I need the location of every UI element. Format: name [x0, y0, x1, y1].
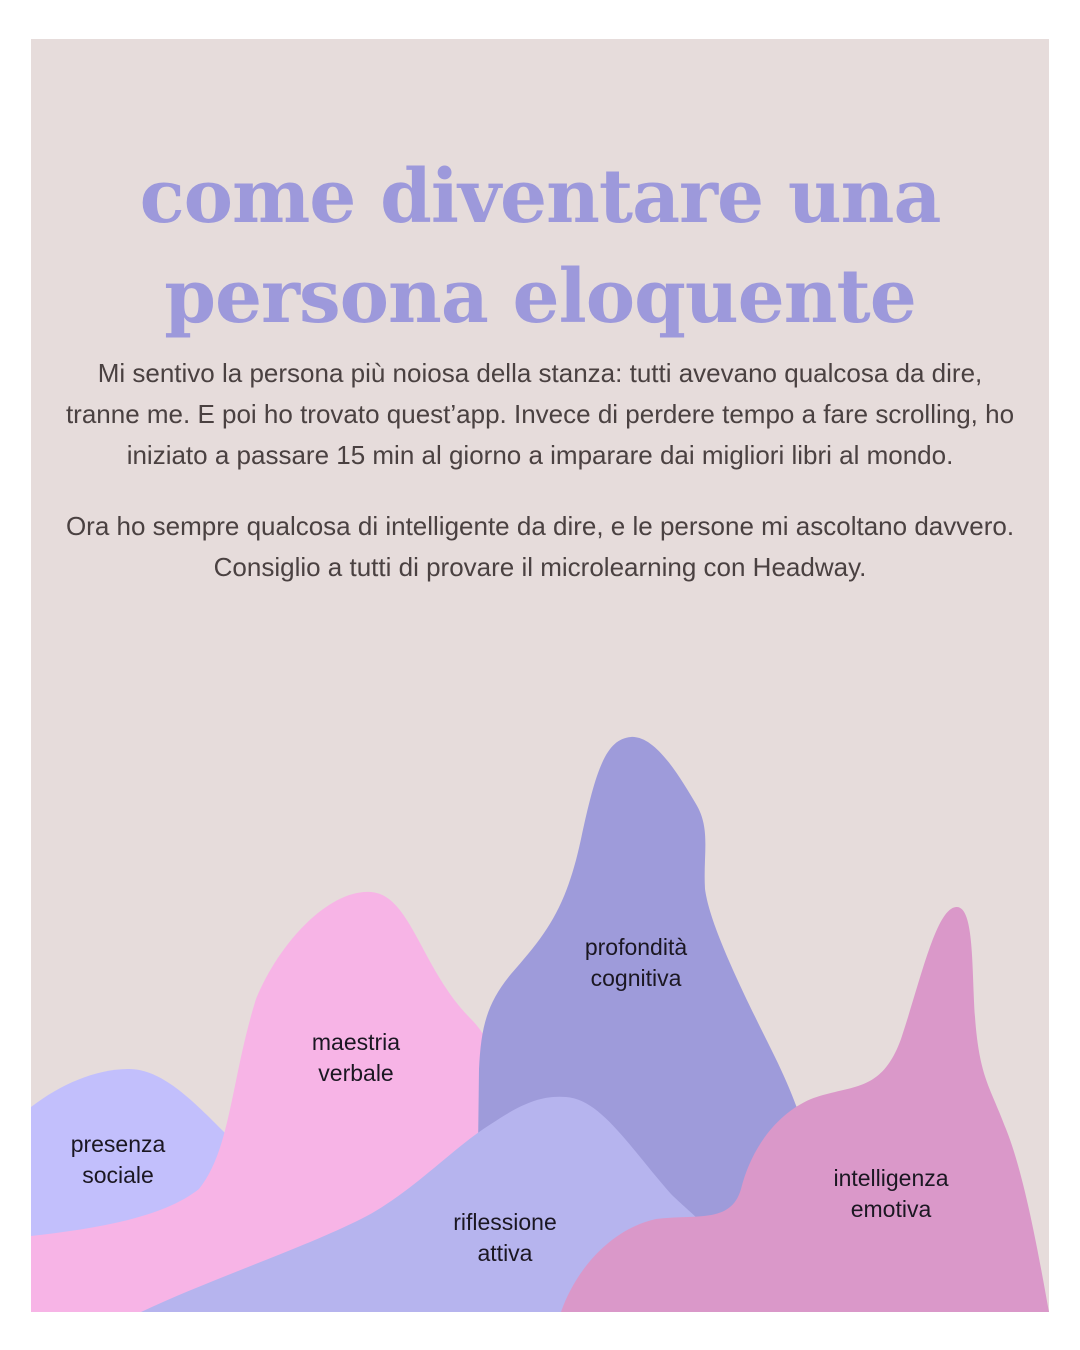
- mountains-illustration: [31, 39, 1049, 1312]
- title-line-2: persona eloquente: [164, 254, 916, 340]
- label-riflessione-attiva: riflessione attiva: [453, 1209, 557, 1266]
- label-presenza-sociale: presenza sociale: [70, 1131, 166, 1188]
- label-intelligenza-emotiva: intelligenza emotiva: [833, 1165, 949, 1222]
- label-profondita-cognitiva: profondità cognitiva: [584, 934, 688, 991]
- post-card: [31, 39, 1049, 1312]
- testimonial-paragraph-2: Ora ho sempre qualcosa di intelligente da dire, e le persone mi ascoltano davvero. Consiglio a tutti di provare il microlearning con Headway.: [65, 511, 1015, 582]
- testimonial-paragraph-1: Mi sentivo la persona più noiosa della stanza: tutti avevano qualcosa da dire, tranne me. E poi ho trovato quest’app. Invece di perdere tempo a fare scrolling, ho iniziato a passare 15 min al giorno a imparare dai migliori libri al mondo.: [65, 358, 1015, 470]
- title-line-1: come diventare una: [139, 154, 941, 240]
- label-maestria-verbale: maestria verbale: [311, 1029, 401, 1086]
